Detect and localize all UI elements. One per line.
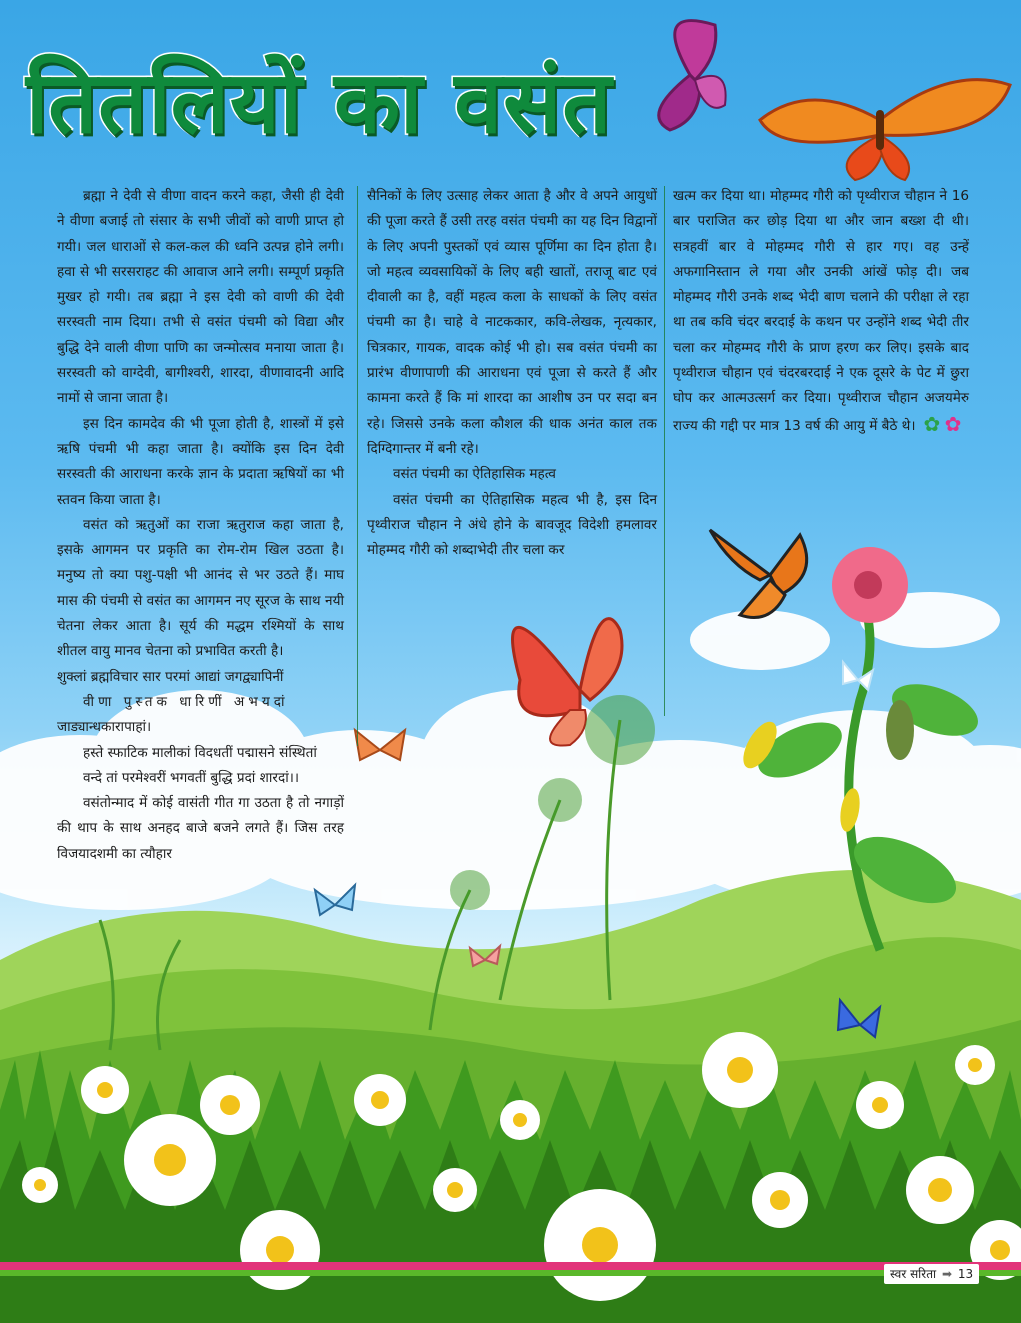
column-divider bbox=[357, 186, 358, 746]
page-number: 13 bbox=[957, 1267, 974, 1281]
paragraph: वसंत को ऋतुओं का राजा ऋतुराज कहा जाता है, इसके आगमन पर प्रकृति का रोम-रोम खिल उठता है। मनुष्य तो क्या पशु-पक्षी भी आनंद से भर उठते हैं। माघ मास की पंचमी से वसंत का आगमन नए सूरज के साथ नयी चेतना लेकर आता है। सूर्य की मद्धम रश्मियों के साथ शीतल वायु मानव चेतना को प्रभावित करती है। bbox=[57, 516, 344, 660]
paragraph-text: खत्म कर दिया था। मोहम्मद गौरी को पृथ्वीराज चौहान ने 16 बार पराजित कर छोड़ दिया था और जान बख्श दी थी। सत्रहवीं बार वे मोहम्मद गौरी से हार गए। वह उन्हें अफगानिस्तान ले गया और उनकी आंखें फोड़ दी। जब मोहम्मद गौरी उनके शब्द भेदी बाण चलाने की परीक्षा ले रहा था तब कवि चंदर बरदाई के कथन पर उन्होंने शब्द भेदी तीर चला कर मोहम्मद गौरी के प्राण हरण कर लिए। इसके बाद पृथ्वीराज चौहान एवं चंदरबरदाई ने एक दूसरे के पेट में छुरा घोप कर आत्मउत्सर्ग कर दिया। पृथ्वीराज चौहान अजयमेरु राज्य की गद्दी पर मात्र 13 वर्ष की आयु में बैठे थे। bbox=[673, 188, 969, 434]
orange-butterfly bbox=[760, 80, 1010, 180]
verse-line: वन्दे तां परमेश्वरीं भगवतीं बुद्धि प्रदां शारदां।। bbox=[83, 769, 300, 786]
verse-line: शुक्लां ब्रह्मविचार सार परमां आद्यां जगद्व्यापिनीं bbox=[57, 668, 284, 685]
paragraph: सैनिकों के लिए उत्साह लेकर आता है और वे अपने आयुधों की पूजा करते हैं उसी तरह वसंत पंचमी का यह दिन विद्वानों के लिए अपनी पुस्तकों एवं व्यास पूर्णिमा का दिन होता है। जो महत्व व्यवसायिकों के लिए बही खातों, तराजू बाट एवं दीवाली का है, वहीं महत्व कला के साधकों के लिए वसंत पंचमी का है। चाहे वे नाटककार, कवि-लेखक, नृत्यकार, चित्रकार, गायक, वादक कोई भी हो। सब वसंत पंचमी का प्रारंभ वीणापाणी की आराधना एवं पूजा से करते हैं और कामना करते हैं कि मां शारदा का आशीष उन पर सदा बन रहे। जिससे उनके कला कौशल की धाक अनंत काल तक दिग्दिगान्तर में बनी रहे। bbox=[367, 188, 657, 457]
article-column-3 bbox=[673, 184, 969, 440]
verse-line: वीणा पुस्तक धारिणीं अभयदां bbox=[83, 693, 289, 710]
magazine-name: स्वर सरिता bbox=[890, 1267, 937, 1281]
arrow-right-icon: ➡ bbox=[941, 1267, 953, 1281]
article-column-1 bbox=[57, 184, 344, 867]
section-heading: वसंत पंचमी का ऐतिहासिक महत्व bbox=[393, 466, 556, 483]
paragraph: वसंत पंचमी का ऐतिहासिक महत्व भी है, इस दिन पृथ्वीराज चौहान ने अंधे होने के बावजूद विदेशी हमलावर मोहम्मद गौरी को शब्दाभेदी तीर चला कर bbox=[367, 491, 657, 559]
paragraph bbox=[673, 184, 969, 440]
column-divider bbox=[664, 186, 665, 716]
purple-butterfly bbox=[659, 21, 726, 130]
paragraph: इस दिन कामदेव की भी पूजा होती है, शास्त्रों में इसे ऋषि पंचमी भी कहा जाता है। क्योंकि इस दिन देवी सरस्वती की आराधना करके ज्ञान के प्रदाता ऋषियों का भी स्तवन किया जाता है। bbox=[57, 415, 344, 508]
footer-band-green bbox=[0, 1270, 1021, 1276]
page-title: तितलियों का वसंत bbox=[26, 53, 613, 153]
paragraph: वसंतोन्माद में कोई वासंती गीत गा उठता है तो नगाड़ों की थाप के साथ अनहद बाजे बजने लगते हैं। जिस तरह विजयादशमी का त्यौहार bbox=[57, 795, 344, 862]
paragraph: ब्रह्मा ने देवी से वीणा वादन करने कहा, जैसी ही देवी ने वीणा बजाई तो संसार के सभी जीवों को वाणी प्राप्त हो गयी। जल धाराओं से कल-कल की ध्वनि उत्पन्न होने लगी। हवा से भी सरसराहट की आवाज आने लगी। सम्पूर्ण प्रकृति मुखर हो गयी। तब ब्रह्मा ने इस देवी को वाणी की देवी सरस्वती नाम दिया। तभी से वसंत पंचमी को विद्या और बुद्धि देने वाली वीणा पाणि का जन्मोत्सव मनाया जाता है। सरस्वती को वाग्देवी, बागीश्वरी, शारदा, वीणावादनी आदि नामों से जाना जाता है। bbox=[57, 188, 344, 407]
verse-line: हस्ते स्फाटिक मालीकां विदधतीं पद्मासने संस्थितां bbox=[83, 744, 317, 761]
flower-ornament-icon: ✿ ✿ bbox=[923, 411, 962, 436]
footer-band-pink bbox=[0, 1262, 1021, 1270]
page-footer bbox=[884, 1264, 979, 1284]
monarch-butterfly bbox=[710, 530, 807, 618]
article-column-2 bbox=[367, 184, 657, 563]
verse-line: जाड्यान्धकारापाहां। bbox=[57, 719, 152, 736]
